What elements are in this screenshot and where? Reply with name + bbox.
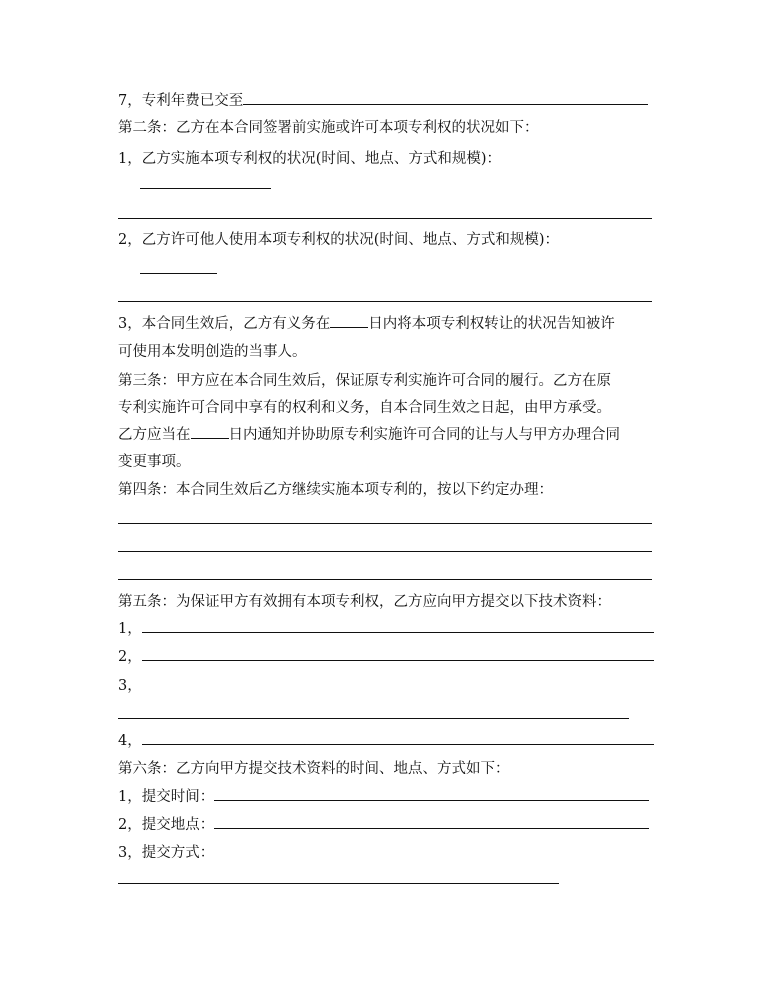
- annual-fee-blank[interactable]: [243, 92, 648, 105]
- article-3-text-3: [118, 426, 620, 444]
- article-5-item-2-blank[interactable]: [142, 648, 654, 661]
- article-3-text-3a: 乙方应当在: [118, 427, 191, 443]
- article-3-heading: 第三条：甲方应在本合同生效后，保证原专利实施许可合同的履行。乙方在原: [118, 373, 611, 389]
- article-3-text-3b: 日内通知并协助原专利实施许可合同的让与人与甲方办理合同: [228, 427, 620, 443]
- article-6-item-1: [118, 788, 649, 806]
- article-4-heading: 第四条：本合同生效后乙方继续实施本项专利的，按以下约定办理：: [118, 482, 553, 498]
- article-6-item-2: [118, 816, 649, 834]
- article-2-item-1: 1，乙方实施本项专利权的状况(时间、地点、方式和规模)：: [118, 151, 502, 167]
- item-2-short-blank[interactable]: [140, 273, 217, 274]
- submit-time-label: 1，提交时间：: [118, 789, 215, 805]
- item-2-full-blank[interactable]: [118, 301, 652, 302]
- article-5-item-2-label: 2，: [118, 649, 142, 665]
- article-4-blank-2[interactable]: [118, 551, 652, 552]
- article-5-item-4-blank[interactable]: [142, 732, 654, 745]
- submit-method-blank[interactable]: [118, 883, 559, 884]
- item-3-text-cont: 可使用本发明创造的当事人。: [118, 344, 307, 360]
- article-6-item-3: 3，提交方式：: [118, 845, 215, 861]
- submit-time-blank[interactable]: [214, 788, 649, 801]
- article-5-item-1: [118, 620, 654, 638]
- article-5-item-4-label: 4，: [118, 733, 142, 749]
- article-2-heading: 第二条：乙方在本合同签署前实施或许可本项专利权的状况如下：: [118, 120, 539, 136]
- article-2-item-3: [118, 315, 615, 333]
- line-annual-fee: [118, 92, 648, 110]
- submit-place-label: 2，提交地点：: [118, 817, 215, 833]
- article-5-item-4: [118, 732, 654, 750]
- article-4-blank-1[interactable]: [118, 523, 652, 524]
- article-5-item-1-blank[interactable]: [142, 620, 654, 633]
- notify-days-blank[interactable]: [330, 315, 368, 328]
- annual-fee-label: 7，专利年费已交至: [118, 93, 244, 109]
- submit-place-blank[interactable]: [214, 816, 649, 829]
- article-3-text-2: 专利实施许可合同中享有的权利和义务，自本合同生效之日起，由甲方承受。: [118, 400, 611, 416]
- article-6-heading: 第六条：乙方向甲方提交技术资料的时间、地点、方式如下：: [118, 761, 510, 777]
- article-5-item-2: [118, 648, 654, 666]
- article-5-heading: 第五条：为保证甲方有效拥有本项专利权，乙方应向甲方提交以下技术资料：: [118, 594, 611, 610]
- assist-days-blank[interactable]: [191, 426, 229, 439]
- item-3-text-a: 3，本合同生效后，乙方有义务在: [118, 316, 331, 332]
- article-4-blank-3[interactable]: [118, 579, 652, 580]
- item-1-short-blank[interactable]: [140, 188, 271, 189]
- item-1-full-blank[interactable]: [118, 218, 652, 219]
- article-2-item-2: 2，乙方许可他人使用本项专利权的状况(时间、地点、方式和规模)：: [118, 232, 560, 248]
- article-3-text-4: 变更事项。: [118, 454, 191, 470]
- article-5-item-3: 3，: [118, 678, 142, 694]
- item-3-text-b: 日内将本项专利权转让的状况告知被许: [368, 316, 615, 332]
- article-5-item-3-blank[interactable]: [118, 718, 629, 719]
- article-5-item-1-label: 1，: [118, 621, 142, 637]
